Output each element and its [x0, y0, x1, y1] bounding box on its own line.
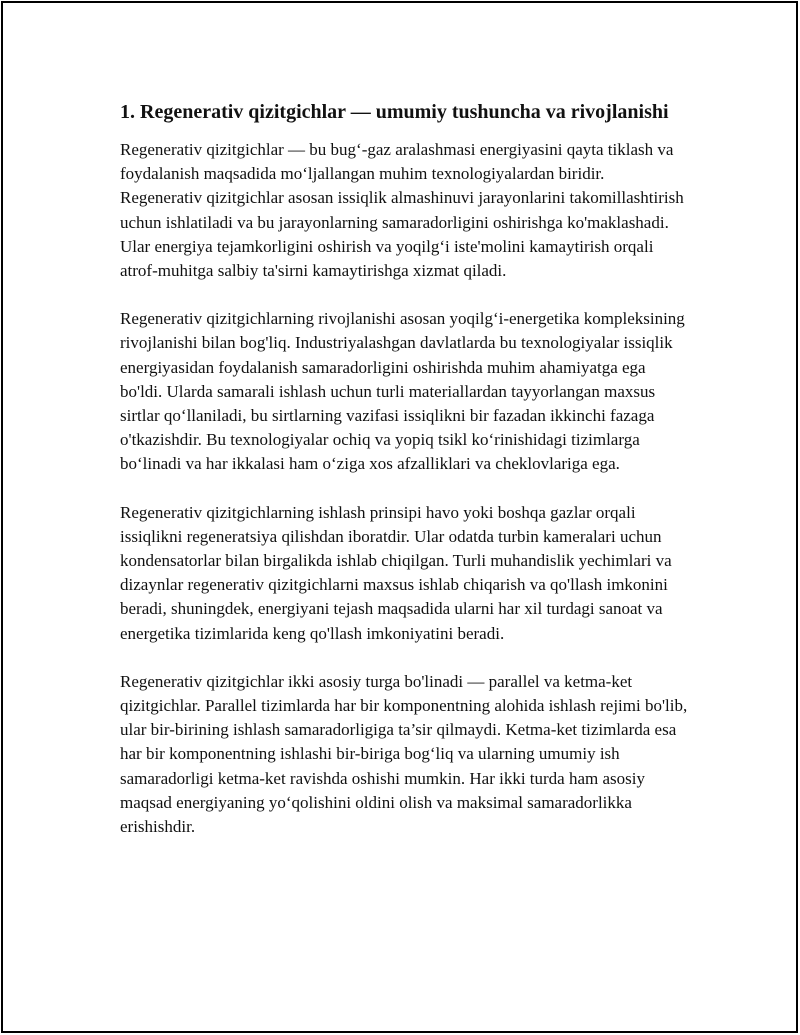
document-body: [120, 99, 690, 863]
page-frame: [1, 1, 798, 1033]
section-heading: 1. Regenerativ qizitgichlar — umumiy tushuncha va rivojlanishi: [120, 101, 669, 123]
paragraph-3: Regenerativ qizitgichlarning ishlash prinsipi havo yoki boshqa gazlar orqali issiqlikni regeneratsiya qilishdan iboratdir. Ular odatda turbin kameralari uchun kondensatorlar bilan birgalikda ishlab chiqilgan. Turli muhandislik yechimlari va dizaynlar regenerativ qizitgichlarni maxsus ishlab chiqarish va qo'llash imkonini beradi, shuningdek, energiyani tejash maqsadida ularni har xil turdagi sanoat va energetika tizimlarida keng qo'llash imkoniyatini beradi.: [120, 502, 672, 643]
paragraph-2: Regenerativ qizitgichlarning rivojlanishi asosan yoqilg‘i-energetika kompleksining rivojlanishi bilan bog'liq. Industriyalashgan davlatlarda bu texnologiyalar issiqlik energiyasidan foydalanish samaradorligini oshirishda muhim ahamiyatga ega bo'ldi. Ularda samarali ishlash uchun turli materiallardan tayyorlangan maxsus sirtlar qo‘llaniladi, bu sirtlarning vazifasi issiqlikni bir fazadan ikkinchi fazaga o'tkazishdir. Bu texnologiyalar ochiq va yopiq tsikl ko‘rinishidagi tizimlarga bo‘linadi va har ikkalasi ham o‘ziga xos afzalliklari va cheklovlariga ega.: [120, 309, 685, 474]
paragraph-1: Regenerativ qizitgichlar — bu bug‘-gaz aralashmasi energiyasini qayta tiklash va foydalanish maqsadida mo‘ljallangan muhim texnologiyalardan biridir. Regenerativ qizitgichlar asosan issiqlik almashinuvi jarayonlarini takomillashtirish uchun ishlatiladi va bu jarayonlarning samaradorligini oshirishga ko'maklashadi. Ular energiya tejamkorligini oshirish va yoqilg‘i iste'molini kamaytirish orqali atrof-muhitga salbiy ta'sirni kamaytirishga xizmat qiladi.: [120, 140, 684, 281]
paragraph-4: Regenerativ qizitgichlar ikki asosiy turga bo'linadi — parallel va ketma-ket qizitgichlar. Parallel tizimlarda har bir komponentning alohida ishlash rejimi bo'lib, ular bir-birining ishlash samaradorligiga ta’sir qilmaydi. Ketma-ket tizimlarda esa har bir komponentning ishlashi bir-biriga bog‘liq va ularning umumiy ish samaradorligi ketma-ket ravishda oshishi mumkin. Har ikki turda ham asosiy maqsad energiyaning yo‘qolishini oldini olish va maksimal samaradorlikka erishishdir.: [120, 671, 688, 837]
